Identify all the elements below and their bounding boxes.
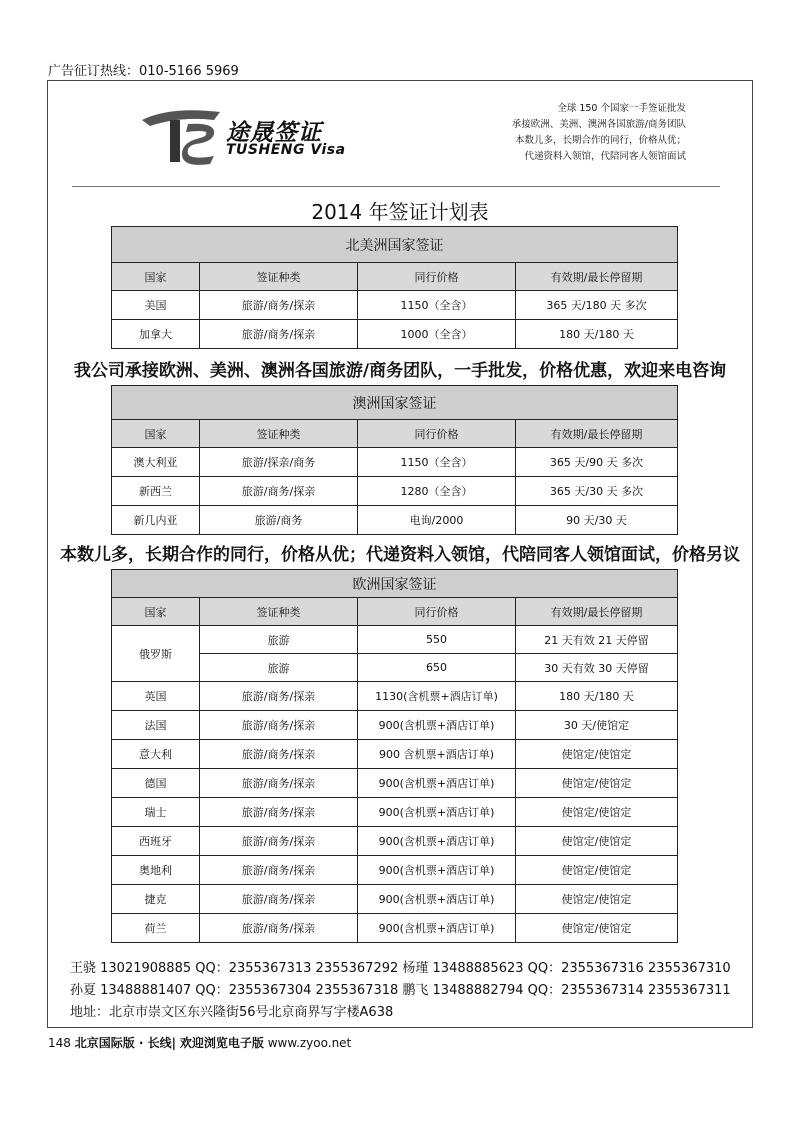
table-row bbox=[112, 477, 678, 506]
table-cell: 旅游/商务 bbox=[200, 506, 358, 535]
table-cell: 意大利 bbox=[112, 740, 200, 769]
table-cell: 英国 bbox=[112, 682, 200, 711]
table-cell: 1280（全含） bbox=[358, 477, 516, 506]
table-cell: 旅游/商务/探亲 bbox=[200, 885, 358, 914]
table-cell: 使馆定/使馆定 bbox=[516, 769, 678, 798]
table-cell: 旅游/商务/探亲 bbox=[200, 856, 358, 885]
table-cell: 900(含机票+酒店订单) bbox=[358, 914, 516, 943]
table-cell: 900 含机票+酒店订单) bbox=[358, 740, 516, 769]
table-title: 欧洲国家签证 bbox=[112, 570, 678, 598]
logo-chinese-name: 途晟签证 bbox=[226, 120, 322, 146]
table-cell: 使馆定/使馆定 bbox=[516, 885, 678, 914]
table-row bbox=[112, 798, 678, 827]
table-cell: 旅游/探亲/商务 bbox=[200, 448, 358, 477]
table-cell: 旅游/商务/探亲 bbox=[200, 711, 358, 740]
table-cell: 奥地利 bbox=[112, 856, 200, 885]
header-divider bbox=[72, 186, 720, 187]
table-row bbox=[112, 626, 678, 654]
table-cell: 澳大利亚 bbox=[112, 448, 200, 477]
table-row bbox=[112, 885, 678, 914]
column-header-validity: 有效期/最长停留期 bbox=[516, 263, 678, 291]
contact-line: 王骁 13021908885 QQ：2355367313 2355367292 杨瑾 13488885623 QQ：2355367316 2355367310 bbox=[70, 961, 731, 976]
column-header-visa-type: 签证种类 bbox=[200, 420, 358, 448]
table-cell: 1150（全含） bbox=[358, 291, 516, 320]
table-cell: 法国 bbox=[112, 711, 200, 740]
table-cell: 使馆定/使馆定 bbox=[516, 914, 678, 943]
table-cell: 365 天/180 天 多次 bbox=[516, 291, 678, 320]
table-row bbox=[112, 856, 678, 885]
table-cell: 30 天/使馆定 bbox=[516, 711, 678, 740]
column-header-visa-type: 签证种类 bbox=[200, 263, 358, 291]
publication-name: 北京国际版 · 长线 bbox=[74, 1036, 172, 1050]
north-america-visa-table bbox=[111, 226, 678, 349]
address-line: 地址：北京市崇文区东兴隆街56号北京商界写字楼A638 bbox=[70, 1005, 394, 1020]
logo-english-name: TUSHENG Visa bbox=[226, 142, 346, 158]
table-cell: 900(含机票+酒店订单) bbox=[358, 856, 516, 885]
page-title: 2014 年签证计划表 bbox=[311, 200, 489, 224]
column-header-validity: 有效期/最长停留期 bbox=[516, 598, 678, 626]
europe-visa-table bbox=[111, 569, 678, 943]
intro-line: 承接欧洲、美洲、澳洲各国旅游/商务团队 bbox=[511, 119, 686, 130]
table-cell: 俄罗斯 bbox=[112, 626, 200, 682]
intro-line: 本数儿多，长期合作的同行，价格从优； bbox=[514, 135, 686, 146]
column-header-price: 同行价格 bbox=[358, 598, 516, 626]
table-cell: 电询/2000 bbox=[358, 506, 516, 535]
table-cell: 新西兰 bbox=[112, 477, 200, 506]
promo-banner-groups: 我公司承接欧洲、美洲、澳洲各国旅游/商务团队，一手批发，价格优惠，欢迎来电咨询 bbox=[73, 361, 727, 381]
table-cell: 900(含机票+酒店订单) bbox=[358, 885, 516, 914]
table-cell: 旅游 bbox=[200, 654, 358, 682]
table-cell: 1130(含机票+酒店订单) bbox=[358, 682, 516, 711]
column-header-price: 同行价格 bbox=[358, 420, 516, 448]
table-cell: 1150（全含） bbox=[358, 448, 516, 477]
table-cell: 旅游/商务/探亲 bbox=[200, 320, 358, 349]
table-row bbox=[112, 506, 678, 535]
table-cell: 180 天/180 天 bbox=[516, 682, 678, 711]
ts-logo-icon bbox=[140, 106, 224, 168]
table-cell: 365 天/90 天 多次 bbox=[516, 448, 678, 477]
table-row bbox=[112, 769, 678, 798]
table-cell: 21 天有效 21 天停留 bbox=[516, 626, 678, 654]
footer-promo: 欢迎浏览电子版 bbox=[179, 1036, 264, 1050]
page-footer: 148 北京国际版 · 长线| 欢迎浏览电子版 www.zyoo.net bbox=[48, 1036, 352, 1050]
column-header-visa-type: 签证种类 bbox=[200, 598, 358, 626]
table-cell: 使馆定/使馆定 bbox=[516, 827, 678, 856]
table-cell: 捷克 bbox=[112, 885, 200, 914]
table-row bbox=[112, 711, 678, 740]
table-row bbox=[112, 740, 678, 769]
table-cell: 180 天/180 天 bbox=[516, 320, 678, 349]
table-cell: 瑞士 bbox=[112, 798, 200, 827]
table-row bbox=[112, 448, 678, 477]
table-cell: 使馆定/使馆定 bbox=[516, 856, 678, 885]
table-cell: 1000（全含） bbox=[358, 320, 516, 349]
column-header-validity: 有效期/最长停留期 bbox=[516, 420, 678, 448]
table-row bbox=[112, 682, 678, 711]
table-cell: 旅游/商务/探亲 bbox=[200, 914, 358, 943]
table-cell: 旅游/商务/探亲 bbox=[200, 827, 358, 856]
table-cell: 旅游/商务/探亲 bbox=[200, 769, 358, 798]
table-cell: 旅游/商务/探亲 bbox=[200, 291, 358, 320]
table-title: 澳洲国家签证 bbox=[112, 386, 678, 420]
table-cell: 900(含机票+酒店订单) bbox=[358, 798, 516, 827]
oceania-visa-table bbox=[111, 385, 678, 535]
table-cell: 旅游/商务/探亲 bbox=[200, 682, 358, 711]
table-row bbox=[112, 914, 678, 943]
company-intro bbox=[440, 101, 686, 165]
table-cell: 德国 bbox=[112, 769, 200, 798]
table-cell: 新几内亚 bbox=[112, 506, 200, 535]
ad-hotline: 广告征订热线：010-5166 5969 bbox=[48, 64, 239, 79]
table-row bbox=[112, 320, 678, 349]
table-cell: 旅游/商务/探亲 bbox=[200, 740, 358, 769]
table-cell: 荷兰 bbox=[112, 914, 200, 943]
column-header-price: 同行价格 bbox=[358, 263, 516, 291]
table-row bbox=[112, 827, 678, 856]
contact-info bbox=[70, 958, 731, 1024]
tusheng-logo bbox=[140, 106, 360, 168]
table-cell: 650 bbox=[358, 654, 516, 682]
table-row bbox=[112, 291, 678, 320]
column-header-country: 国家 bbox=[112, 420, 200, 448]
table-title: 北美洲国家签证 bbox=[112, 227, 678, 263]
table-cell: 使馆定/使馆定 bbox=[516, 740, 678, 769]
table-cell: 365 天/30 天 多次 bbox=[516, 477, 678, 506]
table-cell: 30 天有效 30 天停留 bbox=[516, 654, 678, 682]
table-cell: 旅游/商务/探亲 bbox=[200, 798, 358, 827]
page-number: 148 bbox=[48, 1036, 71, 1050]
table-cell: 900(含机票+酒店订单) bbox=[358, 711, 516, 740]
table-cell: 加拿大 bbox=[112, 320, 200, 349]
table-cell: 旅游 bbox=[200, 626, 358, 654]
table-cell: 900(含机票+酒店订单) bbox=[358, 769, 516, 798]
table-cell: 90 天/30 天 bbox=[516, 506, 678, 535]
column-header-country: 国家 bbox=[112, 263, 200, 291]
contact-line: 孙夏 13488881407 QQ：2355367304 2355367318 鹏飞 13488882794 QQ：2355367314 2355367311 bbox=[70, 983, 731, 998]
intro-line: 代递资料入领馆，代陪同客人领馆面试 bbox=[524, 151, 686, 162]
table-cell: 550 bbox=[358, 626, 516, 654]
promo-banner-partners: 本数儿多，长期合作的同行，价格从优；代递资料入领馆，代陪同客人领馆面试，价格另议 bbox=[60, 545, 740, 565]
table-cell: 旅游/商务/探亲 bbox=[200, 477, 358, 506]
table-cell: 西班牙 bbox=[112, 827, 200, 856]
table-cell: 美国 bbox=[112, 291, 200, 320]
column-header-country: 国家 bbox=[112, 598, 200, 626]
intro-line: 全球 150 个国家一手签证批发 bbox=[557, 103, 686, 114]
website-url: www.zyoo.net bbox=[267, 1036, 352, 1050]
table-cell: 900(含机票+酒店订单) bbox=[358, 827, 516, 856]
table-cell: 使馆定/使馆定 bbox=[516, 798, 678, 827]
